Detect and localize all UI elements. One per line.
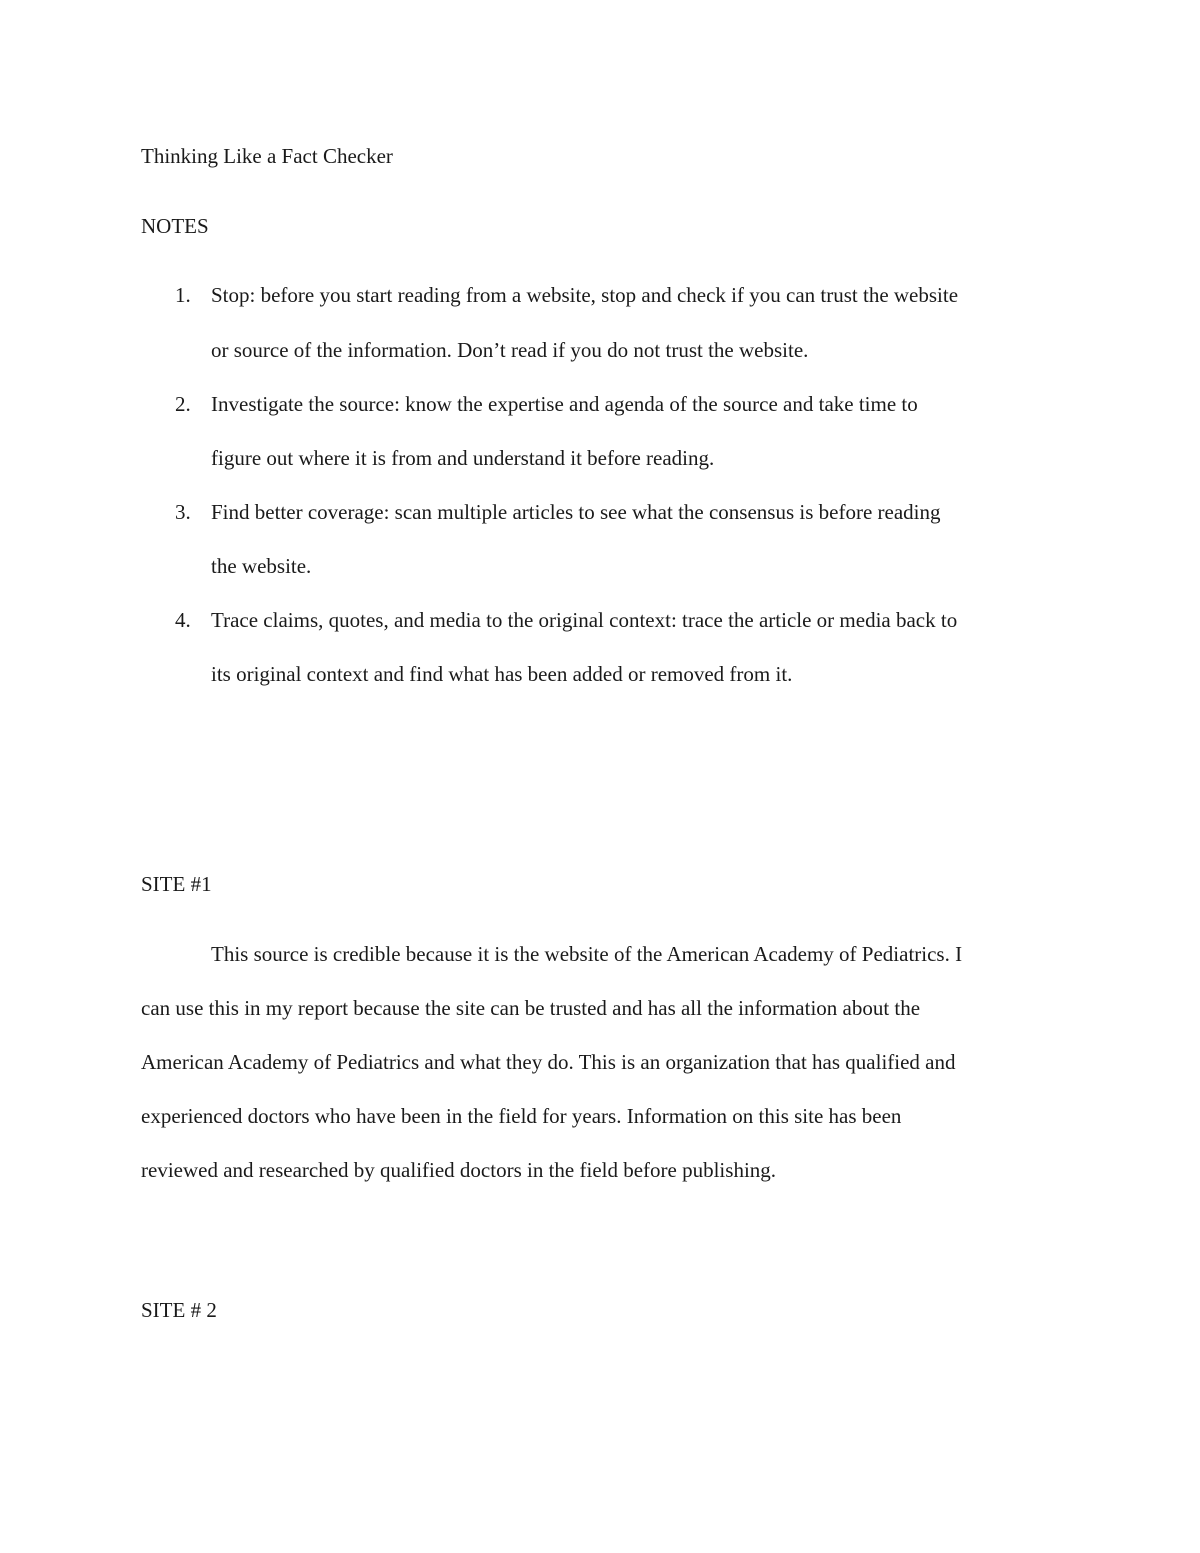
list-item-text: Investigate the source: know the expertise and agenda of the source and take time to	[211, 392, 918, 416]
paragraph-line: reviewed and researched by qualified doctors in the field before publishing.	[141, 1158, 777, 1182]
paragraph-line: This source is credible because it is the website of the American Academy of Pediatrics. I	[211, 942, 963, 966]
list-item-text: figure out where it is from and understand it before reading.	[211, 446, 715, 470]
site2-heading: SITE # 2	[141, 1298, 217, 1322]
list-item-number: 2.	[175, 392, 191, 416]
list-item-text: the website.	[211, 554, 312, 578]
paragraph-line: can use this in my report because the site can be trusted and has all the information about the	[141, 996, 921, 1020]
list-item-text: Find better coverage: scan multiple articles to see what the consensus is before reading	[211, 500, 941, 524]
paragraph-line: experienced doctors who have been in the field for years. Information on this site has been	[141, 1104, 902, 1128]
list-item-text: or source of the information. Don’t read if you do not trust the website.	[211, 338, 809, 362]
site1-heading: SITE #1	[141, 872, 212, 896]
paragraph-line: American Academy of Pediatrics and what they do. This is an organization that has qualified and	[141, 1050, 956, 1074]
notes-heading: NOTES	[141, 214, 209, 238]
list-item-number: 4.	[175, 608, 191, 632]
list-item-text: Stop: before you start reading from a website, stop and check if you can trust the website	[211, 283, 959, 307]
list-item-number: 1.	[175, 283, 191, 307]
list-item-text: Trace claims, quotes, and media to the original context: trace the article or media back to	[211, 608, 958, 632]
list-item-text: its original context and find what has been added or removed from it.	[211, 662, 793, 686]
list-item-number: 3.	[175, 500, 191, 524]
document-title: Thinking Like a Fact Checker	[141, 144, 393, 168]
